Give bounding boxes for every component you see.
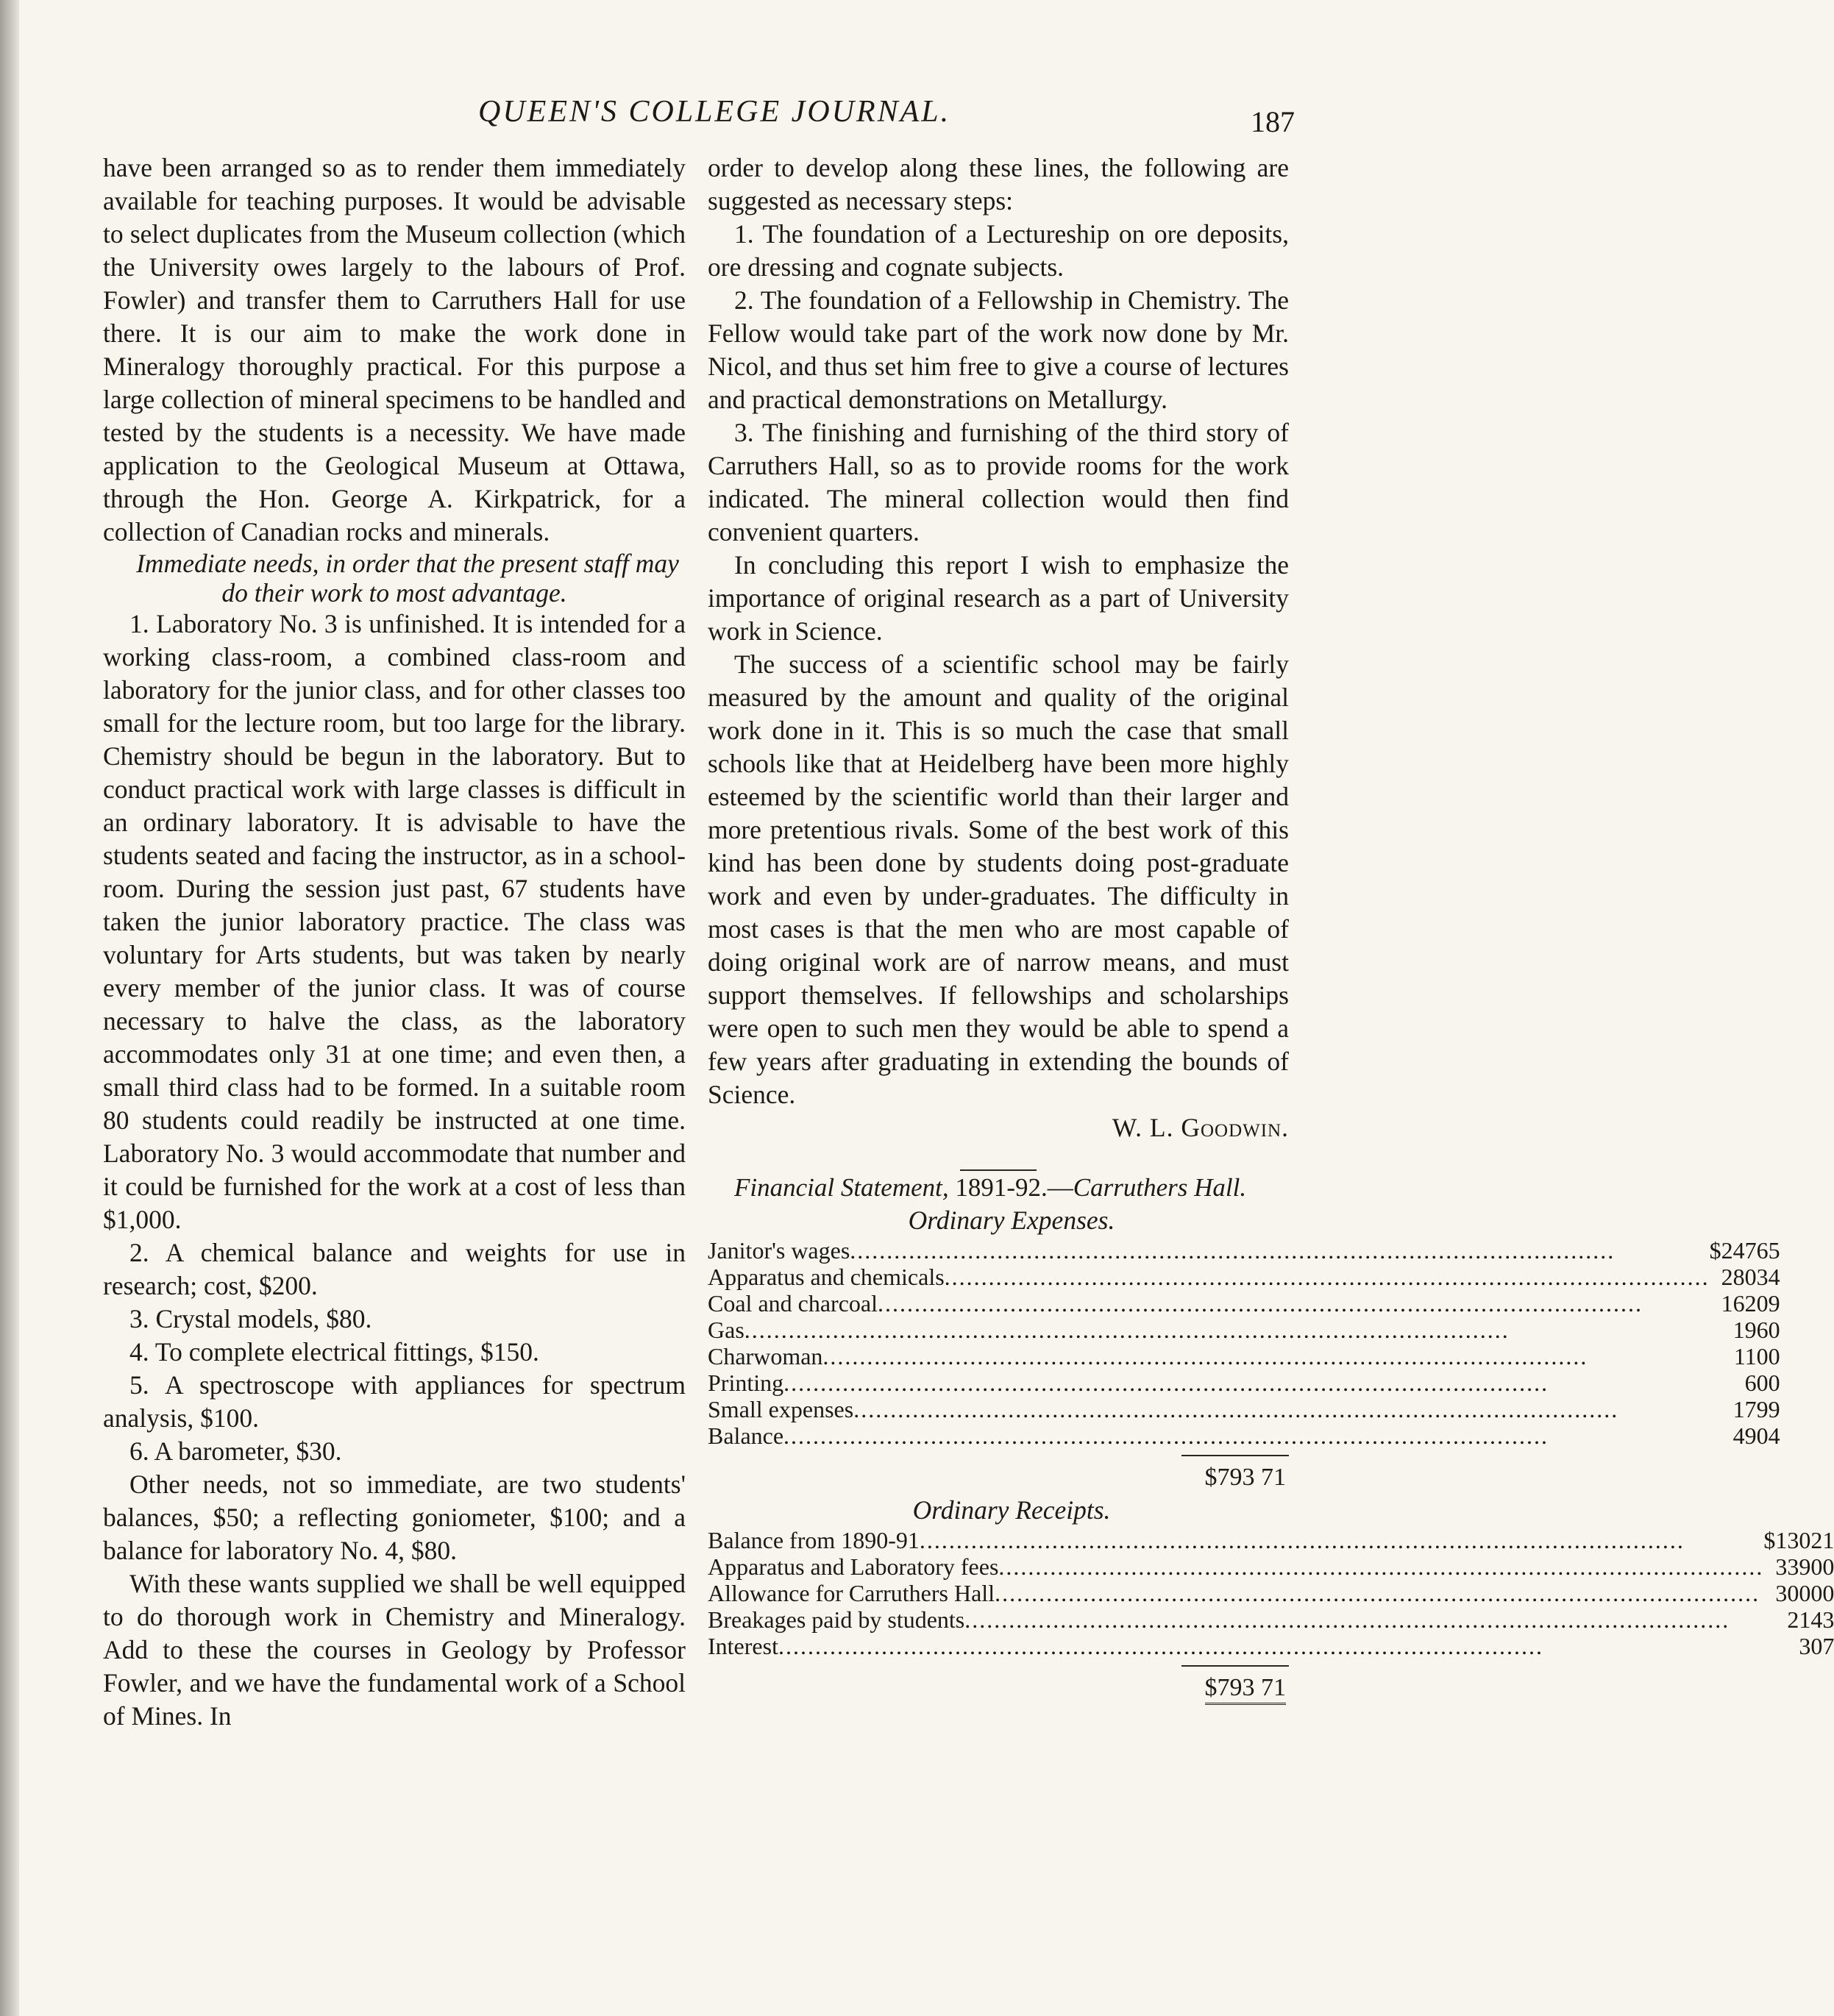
receipt-row [708,1527,1834,1553]
receipt-cents: 00 [1810,1580,1834,1606]
expense-label-text: Apparatus and chemicals [708,1264,945,1290]
receipt-dollars: 339 [1775,1553,1811,1580]
expense-cents: 60 [1756,1317,1780,1343]
leader-dots [778,1633,1763,1659]
step-item-3: 3. The finishing and furnishing of the third story of Carruthers Hall, so as to provide rooms for the work indicated. The mineral collection would then find convenient quarters. [708,418,1289,546]
expense-cents: 34 [1756,1264,1780,1290]
leader-dots [822,1343,1709,1369]
receipts-total [708,1671,1289,1704]
page-header [0,94,1437,138]
leader-dots [783,1369,1710,1396]
leader-dots [998,1553,1763,1580]
expense-dollars: 49 [1732,1422,1757,1449]
expenses-table [708,1237,1780,1449]
expense-label-text: Charwoman [708,1343,823,1369]
expense-label [708,1396,1710,1422]
expense-row [708,1290,1780,1317]
expense-label [708,1317,1710,1343]
expense-label-text: Printing [708,1369,784,1396]
expense-row [708,1264,1780,1290]
need-item-3: 3. Crystal models, $80. [129,1304,372,1333]
receipts-total-rule [1181,1665,1289,1667]
expenses-heading: Ordinary Expenses. [908,1205,1115,1235]
expense-row [708,1343,1780,1369]
receipt-cents: 21 [1810,1527,1834,1553]
receipt-dollars: 3 [1799,1633,1811,1659]
financial-title-part-1: Financial Statement, [734,1173,949,1202]
leader-dots [995,1580,1763,1606]
leader-dots [945,1264,1710,1290]
receipts-total-amount: $793 71 [1205,1674,1287,1705]
financial-title-part-2: Carruthers Hall. [1073,1173,1247,1202]
expense-label [708,1343,1710,1369]
receipt-label [708,1606,1763,1633]
leader-dots [920,1527,1763,1553]
expense-row [708,1237,1780,1264]
leader-dots [878,1290,1710,1317]
expense-label-text: Coal and charcoal [708,1290,878,1317]
expenses-total [708,1461,1289,1494]
receipt-row [708,1606,1834,1633]
receipt-row [708,1633,1834,1659]
financial-statement-title [708,1171,1289,1204]
expense-dollars: 162 [1721,1290,1757,1317]
expense-cents: 04 [1756,1422,1780,1449]
leader-dots [853,1396,1709,1422]
expense-cents: 09 [1756,1290,1780,1317]
expense-label-text: Janitor's wages [708,1237,850,1264]
running-title: QUEEN'S COLLEGE JOURNAL. [478,95,951,129]
receipt-label-text: Apparatus and Laboratory fees [708,1553,999,1580]
receipt-label-text: Balance from 1890-91 [708,1527,920,1553]
leader-dots [850,1237,1709,1264]
subheading-immediate-needs: Immediate needs, in order that the present staff may do their work to most advantage. [136,549,679,608]
receipt-label-text: Breakages paid by students [708,1606,965,1633]
expense-label-text: Gas [708,1317,744,1343]
receipt-label-text: Interest [708,1633,778,1659]
binding-shadow [0,0,19,2016]
receipt-label-text: Allowance for Carruthers Hall [708,1580,995,1606]
leader-dots [744,1317,1710,1343]
paragraph-wants-supplied: With these wants supplied we shall be well equipped to do thorough work in Chemistry and Mineralogy. Add to these the courses in Geology by Professor Fowler, and we have the fundamental work of a School of Mines. In [103,1569,686,1731]
expense-label-text: Small expenses [708,1396,854,1422]
expense-label [708,1237,1710,1264]
expense-label [708,1422,1710,1449]
expense-dollars: 11 [1733,1343,1757,1369]
expense-cents: 00 [1756,1369,1780,1396]
expense-dollars: $247 [1709,1237,1757,1264]
receipt-label [708,1633,1763,1659]
receipt-dollars: $130 [1763,1527,1811,1553]
expense-row [708,1396,1780,1422]
need-item-6: 6. A barometer, $30. [129,1436,342,1466]
expense-label-text: Balance [708,1422,784,1449]
financial-title-years: 1891-92.— [948,1173,1073,1202]
left-column [103,152,686,1733]
expense-label [708,1369,1710,1396]
expenses-total-rule [1181,1455,1289,1456]
receipt-label [708,1580,1763,1606]
author-signature: W. L. Goodwin. [1112,1113,1289,1142]
paragraph-other-needs: Other needs, not so immediate, are two students' balances, $50; a reflecting goniometer, $100; and a balance for laboratory No. 4, $80. [103,1470,686,1565]
paragraph-steps-intro: order to develop along these lines, the following are suggested as necessary steps: [708,153,1289,216]
paragraph-museum-collection: have been arranged so as to render them immediately available for teaching purposes. It would be advisable to select duplicates from the Museum collection (which the University owes largely to the labours of Prof. Fowler) and transfer them to Carruthers Hall for use there. It is our aim to make the work done in Mineralogy thoroughly practical. For this purpose a large collection of mineral specimens to be handled and tested by the students is a necessity. We have made application to the Geological Museum at Ottawa, through the Hon. George A. Kirkpatrick, for a collection of Canadian rocks and minerals. [103,153,686,546]
expense-dollars: 6 [1744,1369,1757,1396]
expense-cents: 99 [1756,1396,1780,1422]
step-item-1: 1. The foundation of a Lectureship on ore deposits, ore dressing and cognate subjects. [708,219,1289,282]
receipt-row [708,1580,1834,1606]
expense-cents: 65 [1756,1237,1780,1264]
expense-label [708,1290,1710,1317]
receipt-label [708,1527,1763,1553]
page-number: 187 [1251,105,1295,138]
right-column [708,152,1834,1704]
receipts-heading: Ordinary Receipts. [912,1495,1111,1525]
leader-dots [964,1606,1763,1633]
receipt-label [708,1553,1763,1580]
need-item-5: 5. A spectroscope with appliances for spectrum analysis, $100. [103,1370,686,1433]
paragraph-conclusion: In concluding this report I wish to emphasize the importance of original research as a part of University work in Science. [708,550,1289,646]
receipt-cents: 07 [1810,1633,1834,1659]
paragraph-scientific-school: The success of a scientific school may be fairly measured by the amount and quality of the original work done in it. This is so much the case that small schools like that at Heidelberg have been more highly esteemed by the scientific world than their larger and more pretentious rivals. Some of the best work of this kind has been done by students doing post-graduate work and even by under-graduates. The difficulty in most cases is that the men who are most capable of doing original work are of narrow means, and must support themselves. If fellowships and scholarships were open to such men they would be able to spend a few years after graduating in extending the bounds of Science. [708,649,1289,1109]
receipt-cents: 43 [1810,1606,1834,1633]
expense-cents: 00 [1756,1343,1780,1369]
expense-label [708,1264,1710,1290]
expense-row [708,1369,1780,1396]
expense-row [708,1422,1780,1449]
receipt-dollars: 300 [1775,1580,1811,1606]
expense-dollars: 17 [1732,1396,1757,1422]
expense-row [708,1317,1780,1343]
receipt-cents: 00 [1810,1553,1834,1580]
receipt-dollars: 21 [1787,1606,1811,1633]
receipt-row [708,1553,1834,1580]
need-item-4: 4. To complete electrical fittings, $150. [129,1337,539,1367]
expense-dollars: 19 [1732,1317,1757,1343]
leader-dots [783,1422,1710,1449]
step-item-2: 2. The foundation of a Fellowship in Chemistry. The Fellow would take part of the work now done by Mr. Nicol, and thus set him free to give a course of lectures and practical demonstrations on Metallurgy. [708,285,1289,414]
need-item-1: 1. Laboratory No. 3 is unfinished. It is intended for a working class-room, a combined class-room and laboratory for the junior class, and for other classes too small for the lecture room, but too large for the library. Chemistry should be begun in the laboratory. But to conduct practical work with large classes is difficult in an ordinary laboratory. It is advisable to have the students seated and facing the instructor, as in a school-room. During the session just past, 67 students have taken the junior laboratory practice. The class was voluntary for Arts students, but was taken by nearly every member of the junior class. It was of course necessary to halve the class, as the laboratory accommodates only 31 at one time; and even then, a small third class had to be formed. In a suitable room 80 students could readily be instructed at one time. Laboratory No. 3 would accommodate that number and it could be furnished for the work at a cost of less than $1,000. [103,609,686,1234]
receipts-table [708,1527,1834,1659]
expenses-total-amount: $793 71 [1204,1464,1286,1491]
need-item-2: 2. A chemical balance and weights for use in research; cost, $200. [103,1238,686,1300]
expense-dollars: 280 [1721,1264,1757,1290]
